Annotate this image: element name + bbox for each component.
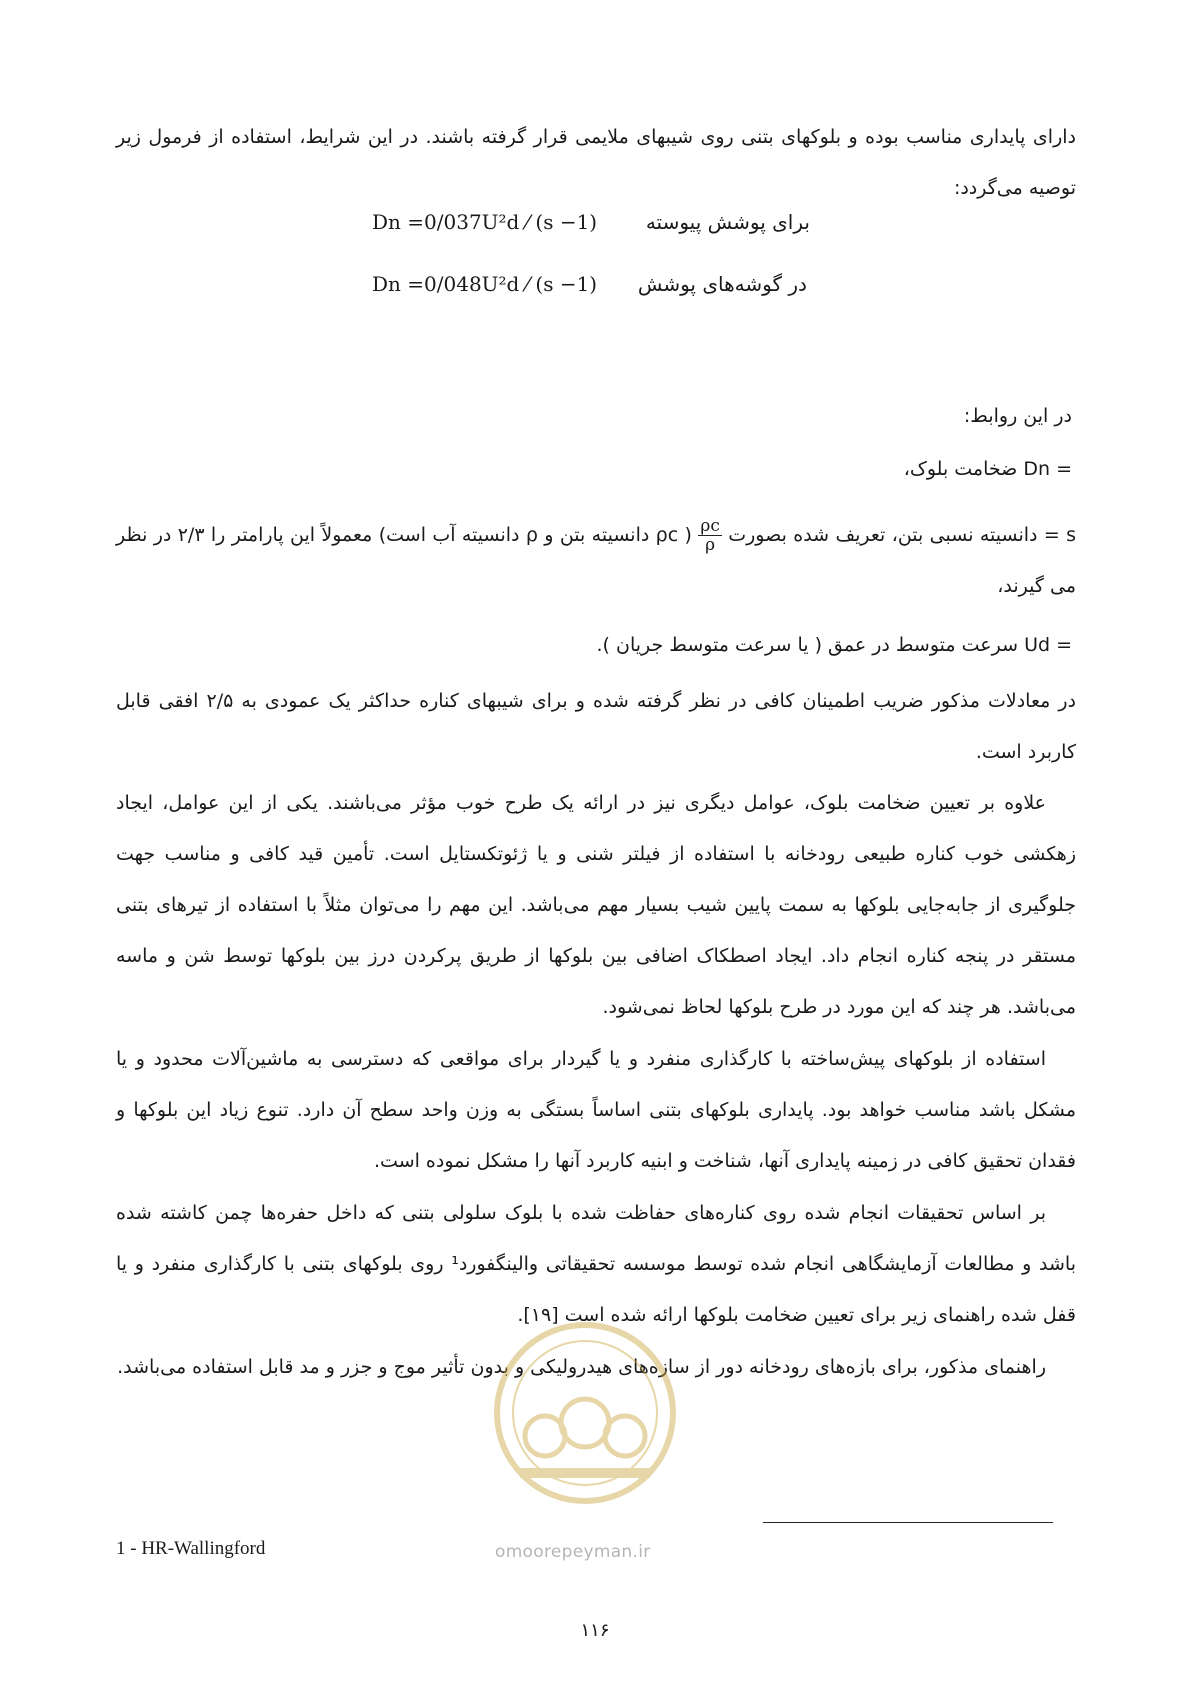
definition-s-part2: ( ρc دانسیته بتن و ρ دانسیته آب است) معمولاً این پارامتر را ۲/۳ در نظر می گیرند، — [116, 524, 1076, 597]
formula-continuous-cover — [372, 210, 810, 234]
formula-2-math: Dn =0/048U²d ⁄ (s −1) — [372, 272, 598, 296]
page-number: ۱۱۶ — [580, 1620, 610, 1641]
paragraph-design-factors: علاوه بر تعیین ضخامت بلوک، عوامل دیگری نیز در ارائه یک طرح خوب مؤثر می‌باشند. یکی از این عوامل، ایجاد زهکشی خوب کناره طبیعی رودخانه با استفاده از فیلتر شنی و یا ژئوتکستایل است. تأمین قید کافی و مناسب جهت جلوگیری از جابه‌جایی بلوکها به سمت پایین شیب بسیار مهم می‌باشد. این مهم را می‌توان مثلاً با استفاده از تیرهای بتنی مستقر در پنجه کناره انجام داد. ایجاد اصطکاک اضافی بین بلوکها از طریق پرکردن درز بین بلوکها توسط شن و ماسه می‌باشد. هر چند که این مورد در طرح بلوکها لحاظ نمی‌شود. — [116, 792, 1076, 1018]
formula-1-label: برای پوشش پیوسته — [645, 210, 810, 234]
fraction-denominator: ρ — [705, 535, 716, 555]
footnote-separator — [763, 1522, 1053, 1523]
definition-s — [116, 510, 1076, 612]
paragraph-intro: دارای پایداری مناسب بوده و بلوکهای بتنی روی شیبهای ملایمی قرار گرفته باشند. در این شرایط، استفاده از فرمول زیر توصیه می‌گردد: — [116, 126, 1076, 199]
footnote: 1 - HR-Wallingford — [116, 1538, 266, 1559]
definition-s-part1: s = دانسیته نسبی بتن، تعریف شده بصورت — [728, 524, 1077, 546]
paragraph-guideline-scope: راهنمای مذکور، برای بازه‌های رودخانه دور از سازه‌های هیدرولیکی و بدون تأثیر موج و جزر و مد قابل استفاده می‌باشد. — [117, 1356, 1046, 1378]
paragraph-safety-factor: در معادلات مذکور ضریب اطمینان کافی در نظر گرفته شده و برای شیبهای کناره حداکثر یک عمودی به ۲/۵ افقی قابل کاربرد است. — [116, 690, 1077, 763]
formula-1-math: Dn =0/037U²d ⁄ (s −1) — [372, 210, 598, 234]
where-heading: در این روابط: — [963, 405, 1072, 427]
paragraph-research: بر اساس تحقیقات انجام شده روی کناره‌های حفاظت شده با بلوک سلولی بتنی که داخل حفره‌ها چمن کاشته شده باشد و مطالعات آزمایشگاهی انجام شده توسط موسسه تحقیقاتی والینگفورد¹ روی بلوکهای بتنی با کارگذاری منفرد و یا قفل شده راهنمای زیر برای تعیین ضخامت بلوکها ارائه شده است [۱۹]. — [116, 1202, 1076, 1326]
definition-dn: = Dn ضخامت بلوک، — [903, 458, 1072, 480]
paragraph-precast-blocks: استفاده از بلوکهای پیش‌ساخته با کارگذاری منفرد و یا گیردار برای مواقعی که دسترسی به ماشین‌آلات محدود و یا مشکل باشد مناسب خواهد بود. پایداری بلوکهای بتنی اساساً بستگی به وزن واحد سطح آن دارد. تنوع زیاد این بلوکها و فقدان تحقیق کافی در زمینه پایداری آنها، شناخت و ابنیه کاربرد آنها را مشکل نموده است. — [116, 1048, 1076, 1172]
watermark-seal-icon — [490, 1318, 680, 1508]
density-ratio-fraction — [698, 517, 722, 554]
fraction-numerator: ρc — [700, 516, 720, 536]
definition-ud: = Ud سرعت متوسط در عمق ( یا سرعت متوسط جریان ). — [596, 634, 1072, 656]
formula-cover-corners — [372, 272, 807, 296]
formula-2-label: در گوشه‌های پوشش — [637, 272, 807, 296]
watermark-text: omoorepeyman.ir — [495, 1542, 651, 1562]
